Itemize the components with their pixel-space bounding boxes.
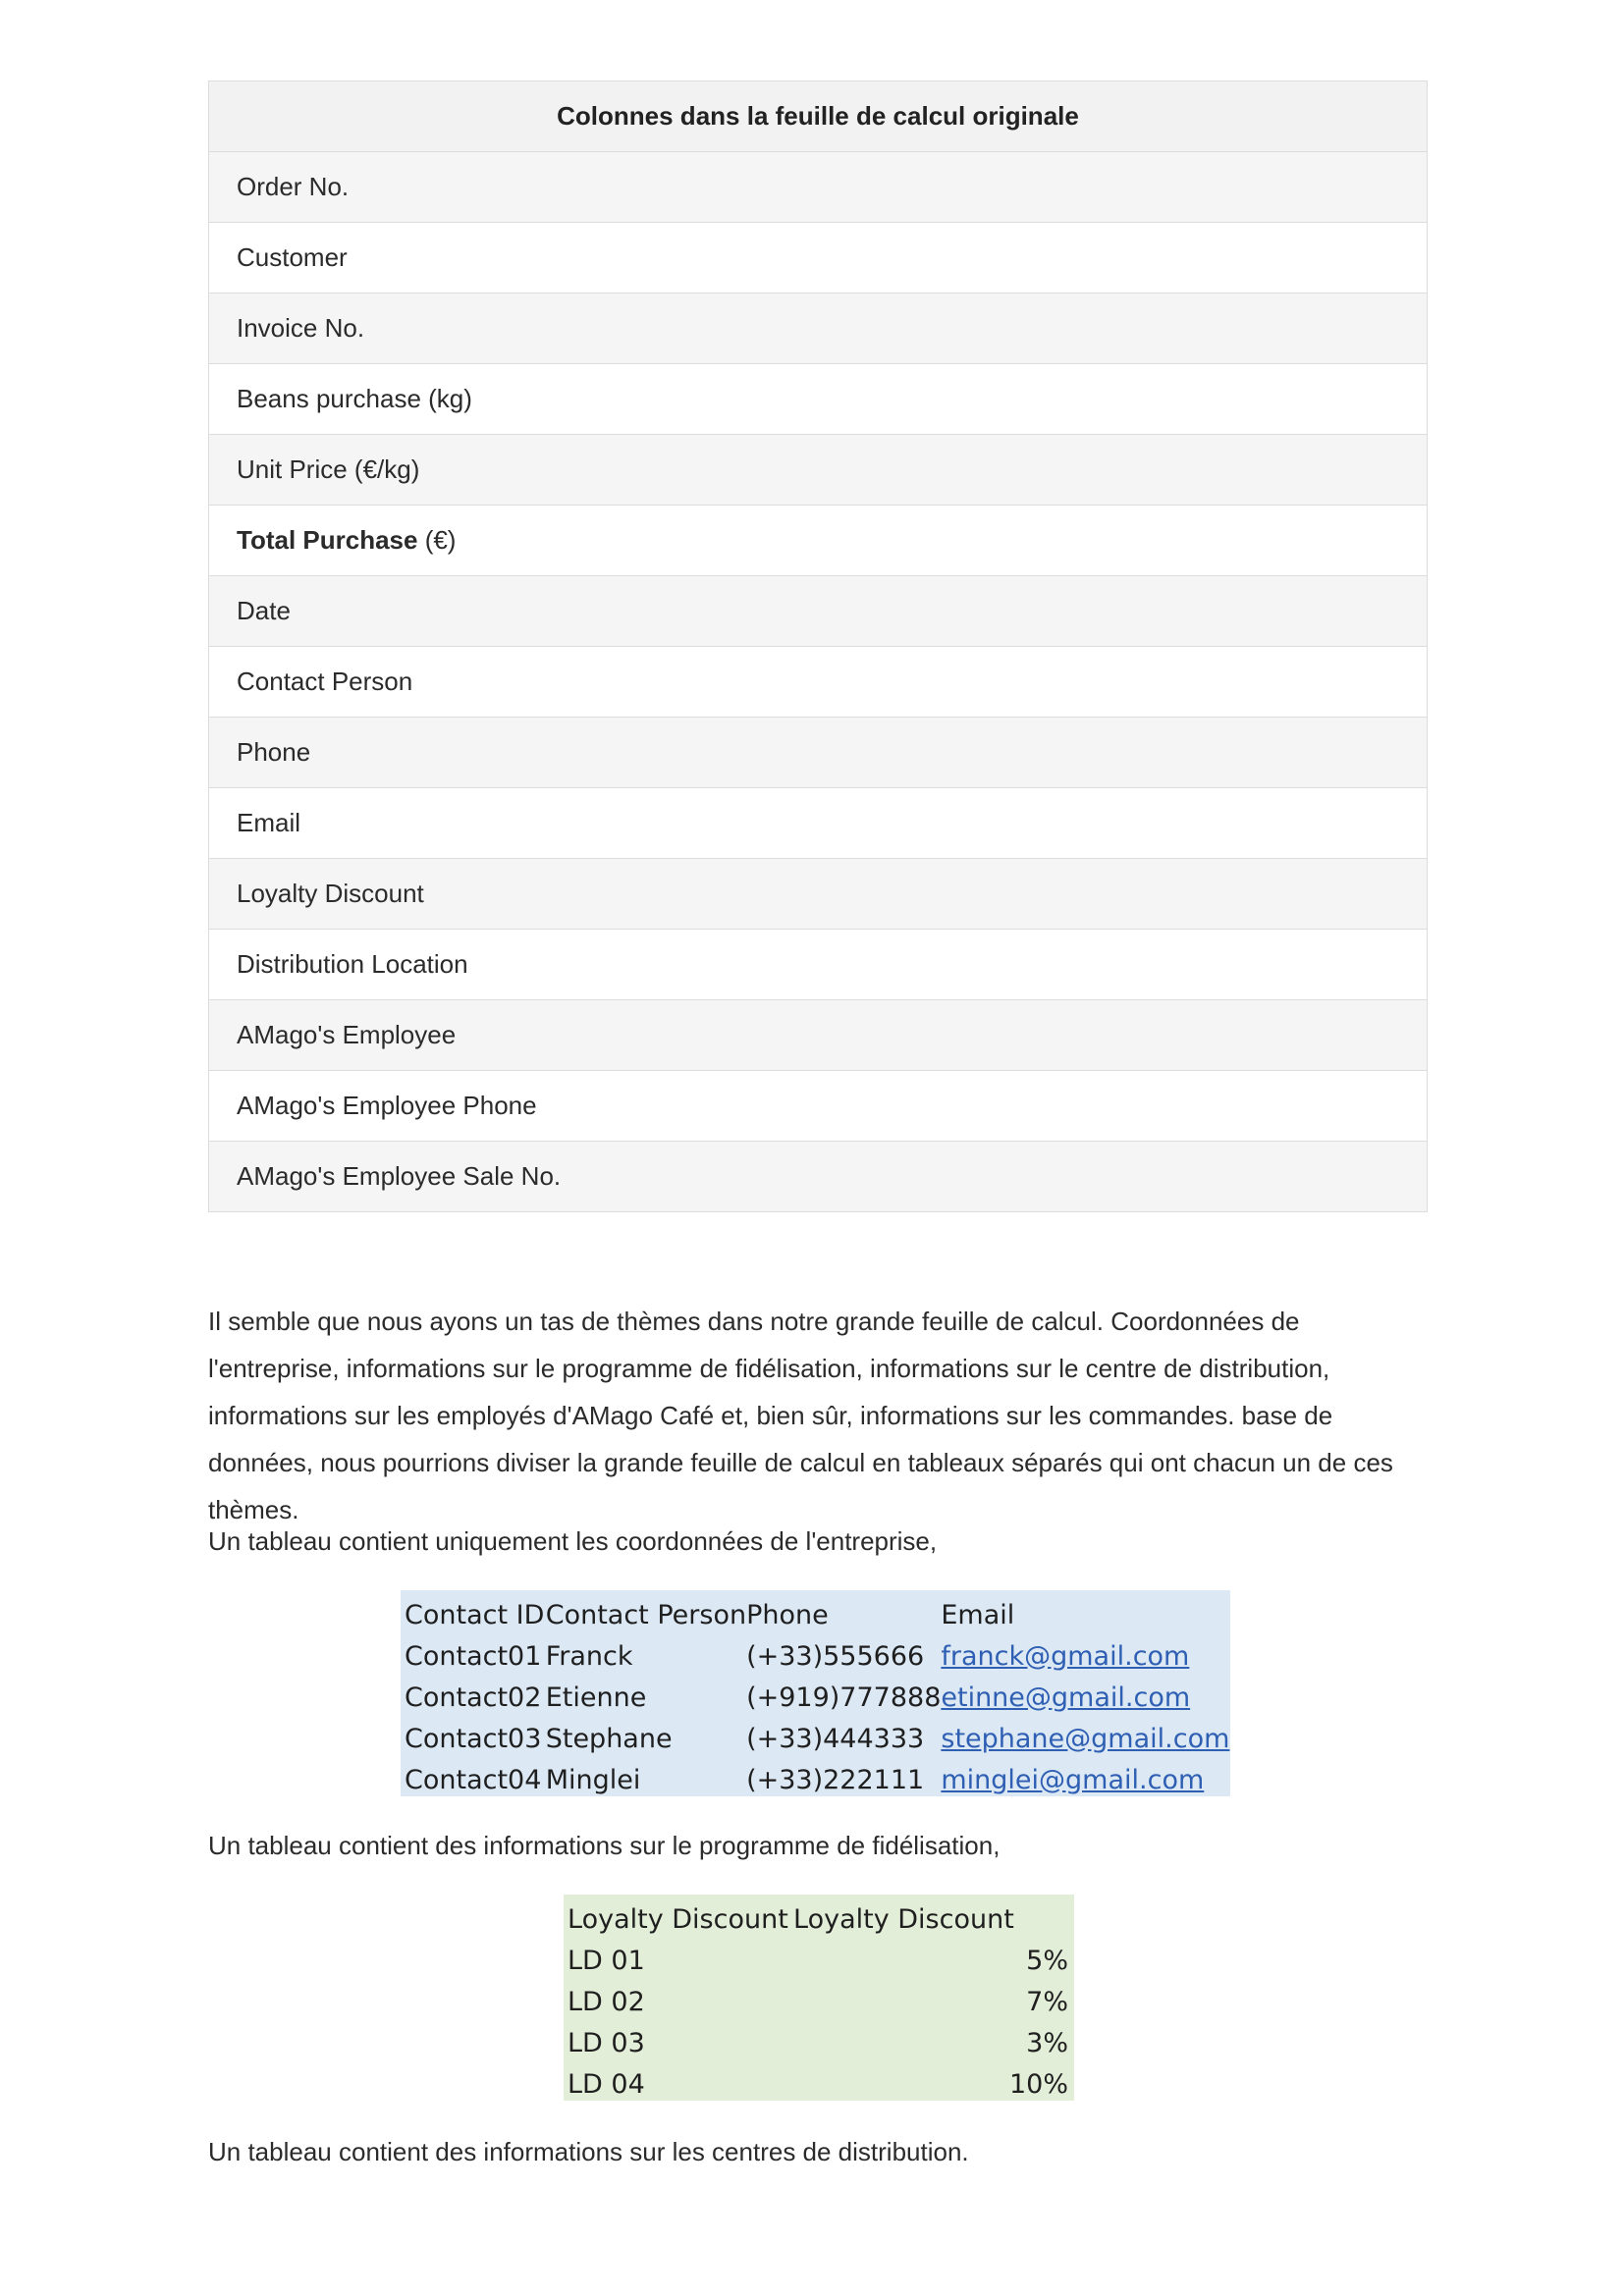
contact-email-cell xyxy=(941,1677,1230,1718)
column-cell xyxy=(209,506,1428,576)
columns-table-header: Colonnes dans la feuille de calcul originale xyxy=(209,81,1428,152)
loyalty-id: LD 04 xyxy=(568,2068,645,2100)
contact-table-caption: Un tableau contient uniquement les coordonnées de l'entreprise, xyxy=(208,1526,938,1556)
loyalty-id: LD 02 xyxy=(568,1986,645,2017)
loyalty-table-header-row xyxy=(568,1898,1068,1940)
table-row xyxy=(209,788,1428,859)
contact-id: Contact03 xyxy=(405,1723,542,1754)
column-cell: Phone xyxy=(209,718,1428,788)
contact-header-email: Email xyxy=(941,1599,1015,1630)
contact-phone: (+919)777888 xyxy=(746,1682,942,1713)
column-cell: Customer xyxy=(209,223,1428,294)
loyalty-header-id: Loyalty Discount xyxy=(568,1903,788,1935)
table-row xyxy=(209,1000,1428,1071)
table-row xyxy=(209,1071,1428,1142)
table-row xyxy=(568,2063,1068,2105)
contact-phone: (+33)444333 xyxy=(746,1723,925,1754)
contact-email-cell xyxy=(941,1635,1230,1677)
contact-table xyxy=(405,1594,1230,1800)
column-cell: Contact Person xyxy=(209,647,1428,718)
contact-header-id: Contact ID xyxy=(405,1599,545,1630)
intro-paragraph: Il semble que nous ayons un tas de thèmes dans notre grande feuille de calcul. Coordonnées de l'entreprise, informations sur le programme de fidélisation, informations sur le centre de distribution, informations sur les employés d'AMago Café et, bien sûr, informations sur les commandes. base de données, nous pourrions diviser la grande feuille de calcul en tableaux séparés qui ont chacun un de ces thèmes. xyxy=(208,1307,1393,1524)
contact-person: Minglei xyxy=(545,1764,641,1795)
table-row xyxy=(209,930,1428,1000)
contact-person: Stephane xyxy=(545,1723,673,1754)
loyalty-table-caption: Un tableau contient des informations sur le programme de fidélisation, xyxy=(208,1831,1001,1860)
contact-email-link[interactable]: etinne@gmail.com xyxy=(941,1682,1191,1713)
table-row xyxy=(209,647,1428,718)
loyalty-value: 3% xyxy=(1026,2027,1068,2058)
table-row xyxy=(209,223,1428,294)
table-row xyxy=(209,576,1428,647)
document-page xyxy=(208,80,1428,1212)
table-row xyxy=(209,364,1428,435)
column-cell: Distribution Location xyxy=(209,930,1428,1000)
loyalty-id: LD 03 xyxy=(568,2027,645,2058)
column-cell: AMago's Employee xyxy=(209,1000,1428,1071)
contact-phone: (+33)222111 xyxy=(746,1764,925,1795)
contact-table-header-row xyxy=(405,1594,1230,1635)
contact-person: Etienne xyxy=(545,1682,647,1713)
loyalty-table xyxy=(568,1898,1068,2105)
column-cell: Email xyxy=(209,788,1428,859)
loyalty-table-image xyxy=(564,1895,1074,2101)
table-row xyxy=(209,294,1428,364)
contact-email-cell xyxy=(941,1718,1230,1759)
table-row xyxy=(209,1142,1428,1212)
contact-email-link[interactable]: minglei@gmail.com xyxy=(941,1764,1205,1795)
table-row xyxy=(405,1759,1230,1800)
column-cell: Beans purchase (kg) xyxy=(209,364,1428,435)
loyalty-value: 10% xyxy=(1008,2068,1068,2100)
loyalty-id: LD 01 xyxy=(568,1945,645,1976)
table-row xyxy=(405,1718,1230,1759)
table-row xyxy=(568,1981,1068,2022)
table-row xyxy=(209,718,1428,788)
loyalty-header-value: Loyalty Discount xyxy=(793,1903,1014,1935)
columns-table xyxy=(208,80,1428,1212)
column-cell: AMago's Employee Sale No. xyxy=(209,1142,1428,1212)
contact-table-image xyxy=(401,1590,1230,1796)
loyalty-value: 7% xyxy=(1026,1986,1068,2017)
contact-header-person: Contact Person xyxy=(545,1599,747,1630)
table-row xyxy=(568,2022,1068,2063)
column-cell: Loyalty Discount xyxy=(209,859,1428,930)
contact-email-link[interactable]: stephane@gmail.com xyxy=(941,1723,1230,1754)
column-cell: Unit Price (€/kg) xyxy=(209,435,1428,506)
table-row xyxy=(568,1940,1068,1981)
total-purchase-unit: (€) xyxy=(417,525,457,555)
column-cell: Date xyxy=(209,576,1428,647)
contact-id: Contact01 xyxy=(405,1640,542,1672)
table-row xyxy=(209,506,1428,576)
total-purchase-label: Total Purchase xyxy=(237,525,418,555)
table-row xyxy=(209,152,1428,223)
contact-person: Franck xyxy=(545,1640,633,1672)
columns-table-header-row xyxy=(209,81,1428,152)
contact-id: Contact02 xyxy=(405,1682,542,1713)
table-row xyxy=(405,1635,1230,1677)
column-cell: Order No. xyxy=(209,152,1428,223)
table-row xyxy=(209,435,1428,506)
contact-header-phone: Phone xyxy=(746,1599,829,1630)
table-row xyxy=(405,1677,1230,1718)
contact-email-cell xyxy=(941,1759,1230,1800)
table-row xyxy=(209,859,1428,930)
column-cell: Invoice No. xyxy=(209,294,1428,364)
distribution-table-caption: Un tableau contient des informations sur les centres de distribution. xyxy=(208,2137,969,2166)
column-cell: AMago's Employee Phone xyxy=(209,1071,1428,1142)
loyalty-value: 5% xyxy=(1026,1945,1068,1976)
contact-id: Contact04 xyxy=(405,1764,542,1795)
contact-phone: (+33)555666 xyxy=(746,1640,925,1672)
contact-email-link[interactable]: franck@gmail.com xyxy=(941,1640,1190,1672)
